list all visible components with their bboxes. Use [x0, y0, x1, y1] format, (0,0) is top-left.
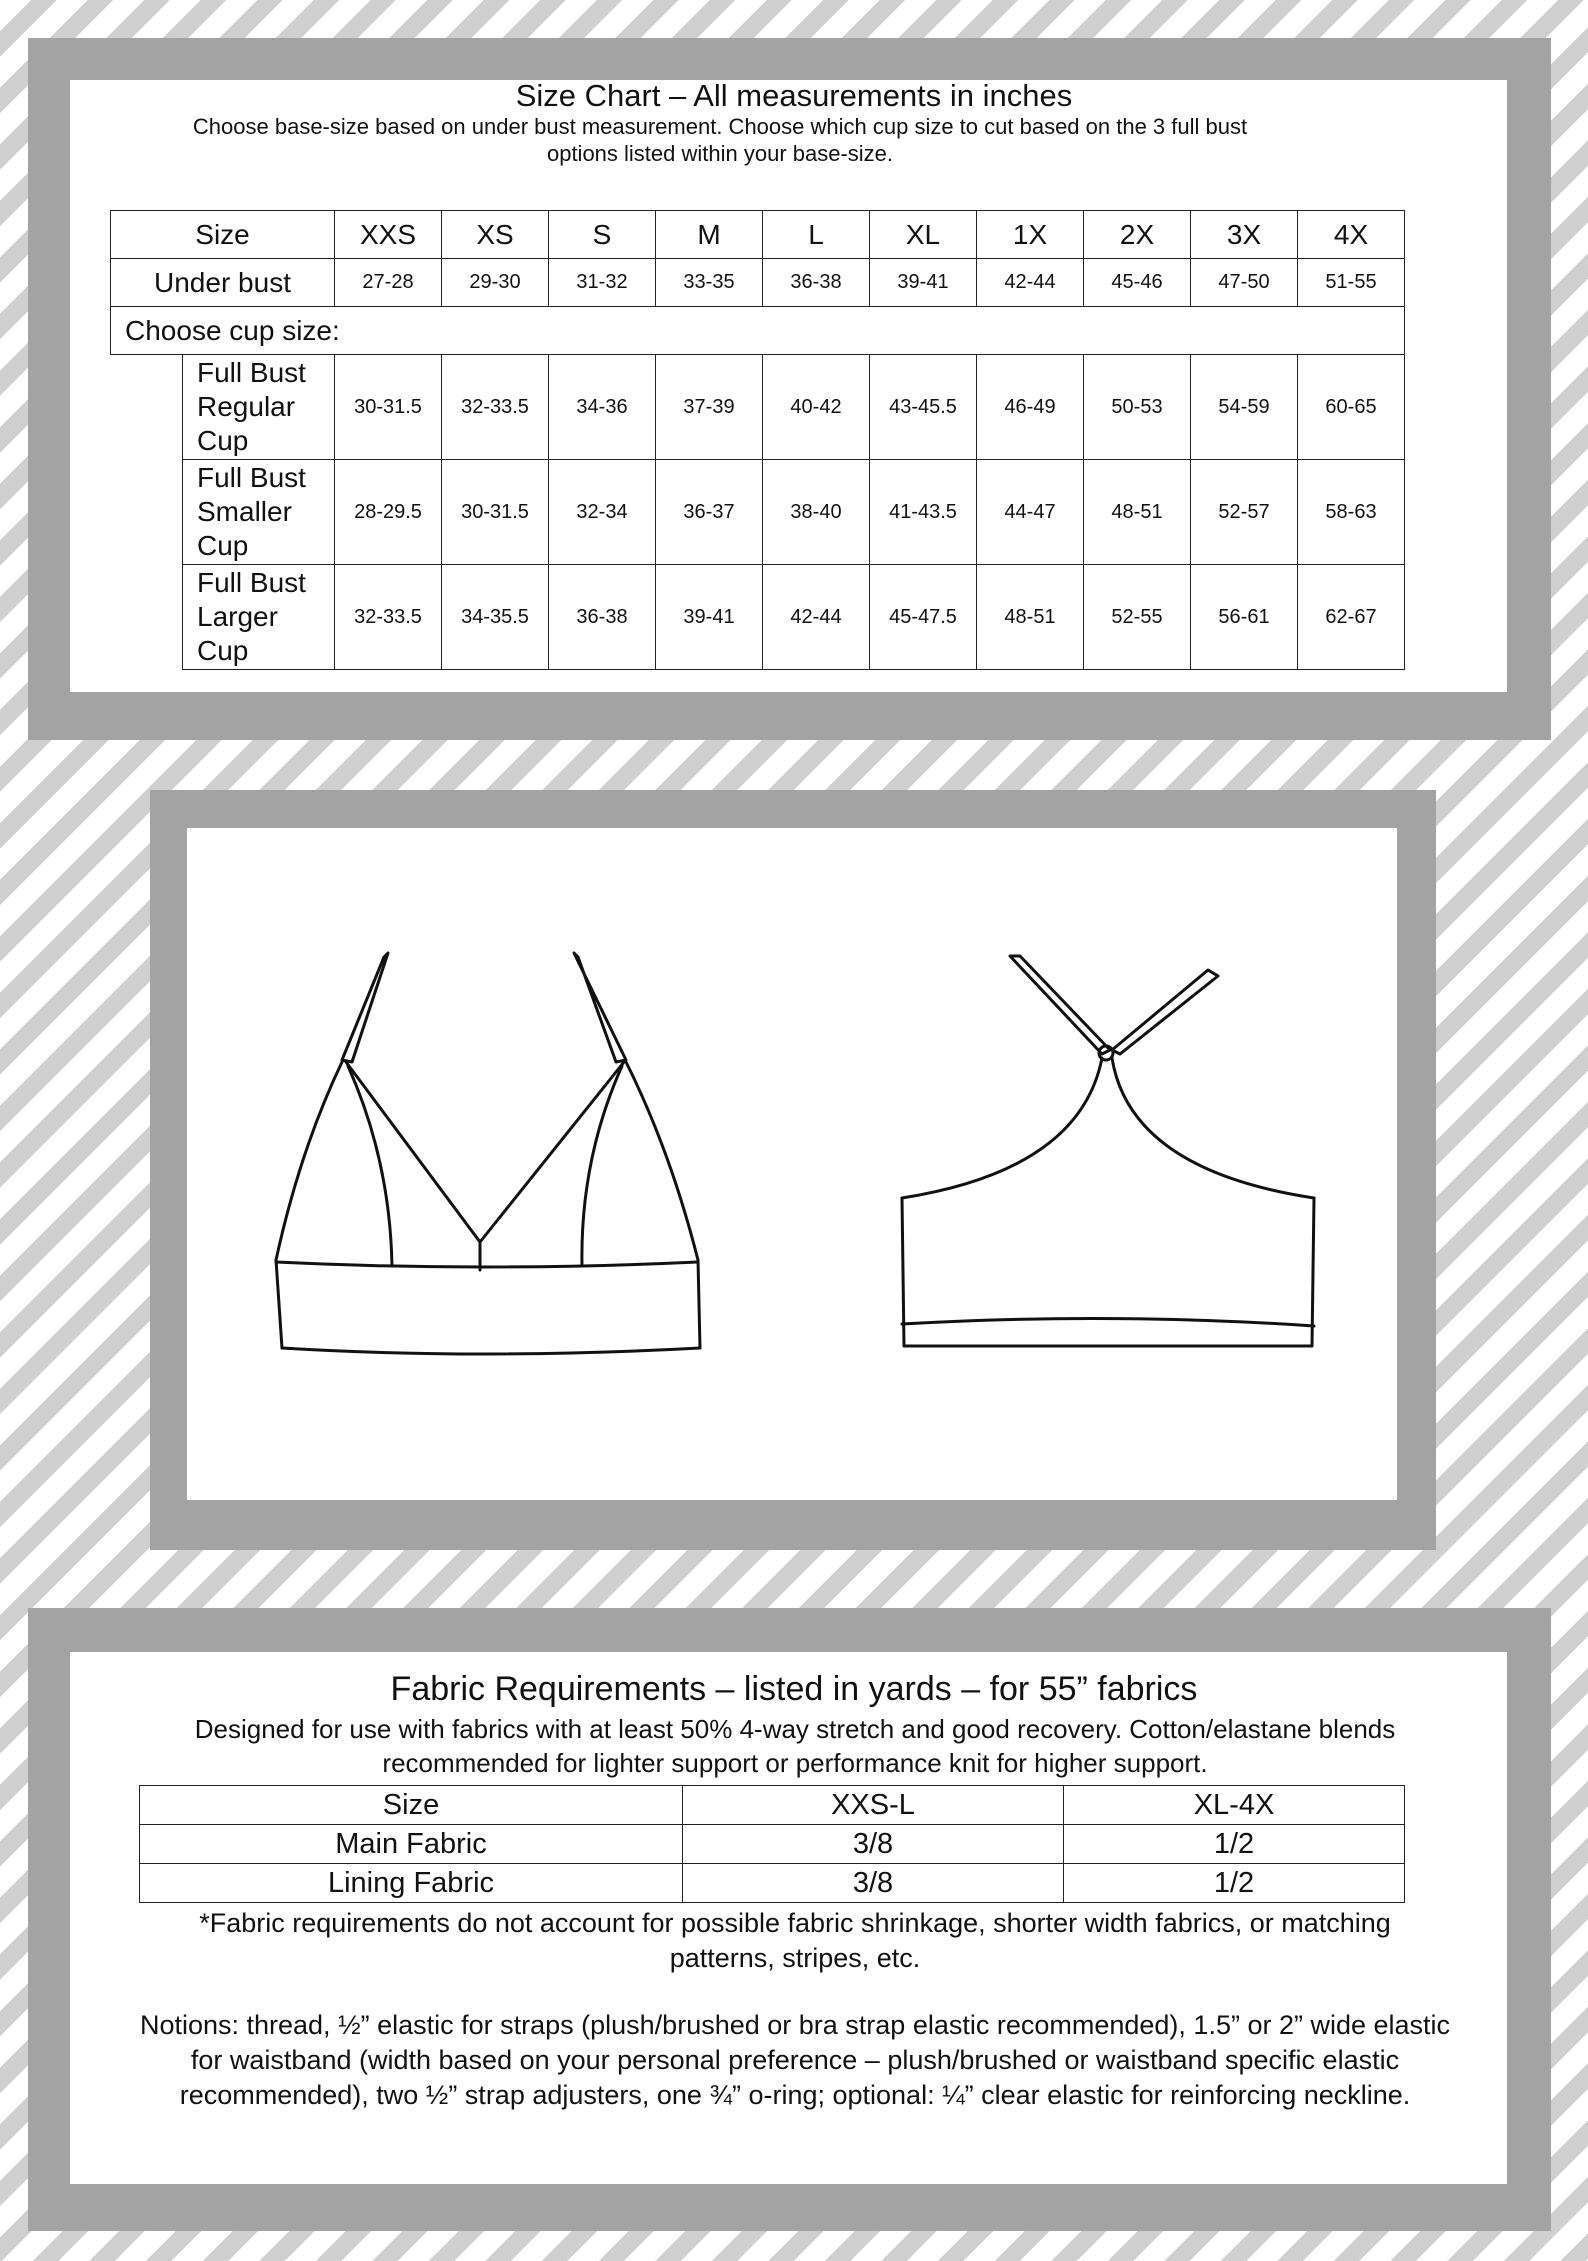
table-cell: 54-59 [1191, 355, 1298, 460]
bra-front-drawing [260, 940, 720, 1390]
table-cell: 34-36 [549, 355, 656, 460]
table-cell: 32-33.5 [335, 565, 442, 670]
table-cell: 33-35 [656, 259, 763, 307]
size-chart-table [110, 210, 1405, 670]
table-cell: 42-44 [977, 259, 1084, 307]
size-header: S [549, 211, 656, 259]
size-chart-title: Size Chart – All measurements in inches [515, 78, 1073, 113]
table-cell: 30-31.5 [335, 355, 442, 460]
size-header: 3X [1191, 211, 1298, 259]
table-cell: 48-51 [1084, 460, 1191, 565]
table-cell: 3/8 [683, 1864, 1064, 1903]
table-cell: 38-40 [763, 460, 870, 565]
table-cell: 42-44 [763, 565, 870, 670]
cup-row-regular [111, 355, 1405, 460]
notions-text: Notions: thread, ½” elastic for straps (plush/brushed or bra strap elastic recommended), 1.5” or 2” wide elastic for waistband (width based on your personal preference – plush/brushed or waistband specific elastic recommended), two ½” strap adjusters, one ¾” o-ring; optional: ¼” clear elastic for reinforcing neckline. [139, 2010, 1451, 2110]
table-cell: 28-29.5 [335, 460, 442, 565]
table-cell: 1/2 [1064, 1825, 1405, 1864]
cup-label: Full Bust Regular Cup [183, 355, 335, 460]
under-bust-row [111, 259, 1405, 307]
table-header: Size [140, 1786, 683, 1825]
table-cell: 39-41 [870, 259, 977, 307]
table-cell: Main Fabric [140, 1825, 683, 1864]
table-row [140, 1786, 1405, 1825]
table-cell: 44-47 [977, 460, 1084, 565]
table-cell: 47-50 [1191, 259, 1298, 307]
fabric-note: *Fabric requirements do not account for possible fabric shrinkage, shorter width fabrics, or matching patterns, stripes, etc. [199, 1908, 1391, 1973]
table-cell: 39-41 [656, 565, 763, 670]
size-header: XS [442, 211, 549, 259]
table-row [140, 1825, 1405, 1864]
table-cell: 51-55 [1298, 259, 1405, 307]
size-label: Size [111, 211, 335, 259]
table-cell: 48-51 [977, 565, 1084, 670]
table-cell: 45-47.5 [870, 565, 977, 670]
size-row [111, 211, 1405, 259]
choose-cup-row [111, 307, 1405, 355]
table-cell: 3/8 [683, 1825, 1064, 1864]
choose-cup-label: Choose cup size: [111, 307, 1405, 355]
under-bust-label: Under bust [111, 259, 335, 307]
bra-back-drawing [880, 940, 1340, 1390]
table-cell: 27-28 [335, 259, 442, 307]
size-chart-subtitle: Choose base-size based on under bust measurement. Choose which cup size to cut based on the 3 full bust options listed within your base-size. [192, 114, 1248, 166]
size-header: L [763, 211, 870, 259]
size-header: M [656, 211, 763, 259]
table-cell: 56-61 [1191, 565, 1298, 670]
table-cell: 29-30 [442, 259, 549, 307]
table-cell: 40-42 [763, 355, 870, 460]
size-header: 4X [1298, 211, 1405, 259]
table-cell: 50-53 [1084, 355, 1191, 460]
table-cell: 36-38 [763, 259, 870, 307]
table-cell: 41-43.5 [870, 460, 977, 565]
table-cell: 37-39 [656, 355, 763, 460]
cup-row-smaller [111, 460, 1405, 565]
table-header: XL-4X [1064, 1786, 1405, 1825]
table-cell: 58-63 [1298, 460, 1405, 565]
table-header: XXS-L [683, 1786, 1064, 1825]
table-cell: 36-38 [549, 565, 656, 670]
cup-label: Full Bust Smaller Cup [183, 460, 335, 565]
table-cell: 31-32 [549, 259, 656, 307]
table-cell: 36-37 [656, 460, 763, 565]
table-cell: 52-57 [1191, 460, 1298, 565]
table-cell: 43-45.5 [870, 355, 977, 460]
table-cell: 52-55 [1084, 565, 1191, 670]
fabric-table [139, 1785, 1405, 1903]
table-cell: Lining Fabric [140, 1864, 683, 1903]
fabric-subtitle: Designed for use with fabrics with at least 50% 4-way stretch and good recovery. Cotton/elastane blends recommended for lighter support or performance knit for higher support. [194, 1714, 1396, 1778]
cup-label: Full Bust Larger Cup [183, 565, 335, 670]
table-cell: 32-34 [549, 460, 656, 565]
table-cell: 62-67 [1298, 565, 1405, 670]
cup-row-larger [111, 565, 1405, 670]
table-cell: 60-65 [1298, 355, 1405, 460]
size-header: XXS [335, 211, 442, 259]
size-header: 1X [977, 211, 1084, 259]
table-cell: 45-46 [1084, 259, 1191, 307]
table-cell: 46-49 [977, 355, 1084, 460]
table-cell: 34-35.5 [442, 565, 549, 670]
table-cell: 32-33.5 [442, 355, 549, 460]
table-cell: 1/2 [1064, 1864, 1405, 1903]
size-header: 2X [1084, 211, 1191, 259]
fabric-title: Fabric Requirements – listed in yards – for 55” fabrics [390, 1670, 1198, 1708]
table-row [140, 1864, 1405, 1903]
size-header: XL [870, 211, 977, 259]
table-cell: 30-31.5 [442, 460, 549, 565]
